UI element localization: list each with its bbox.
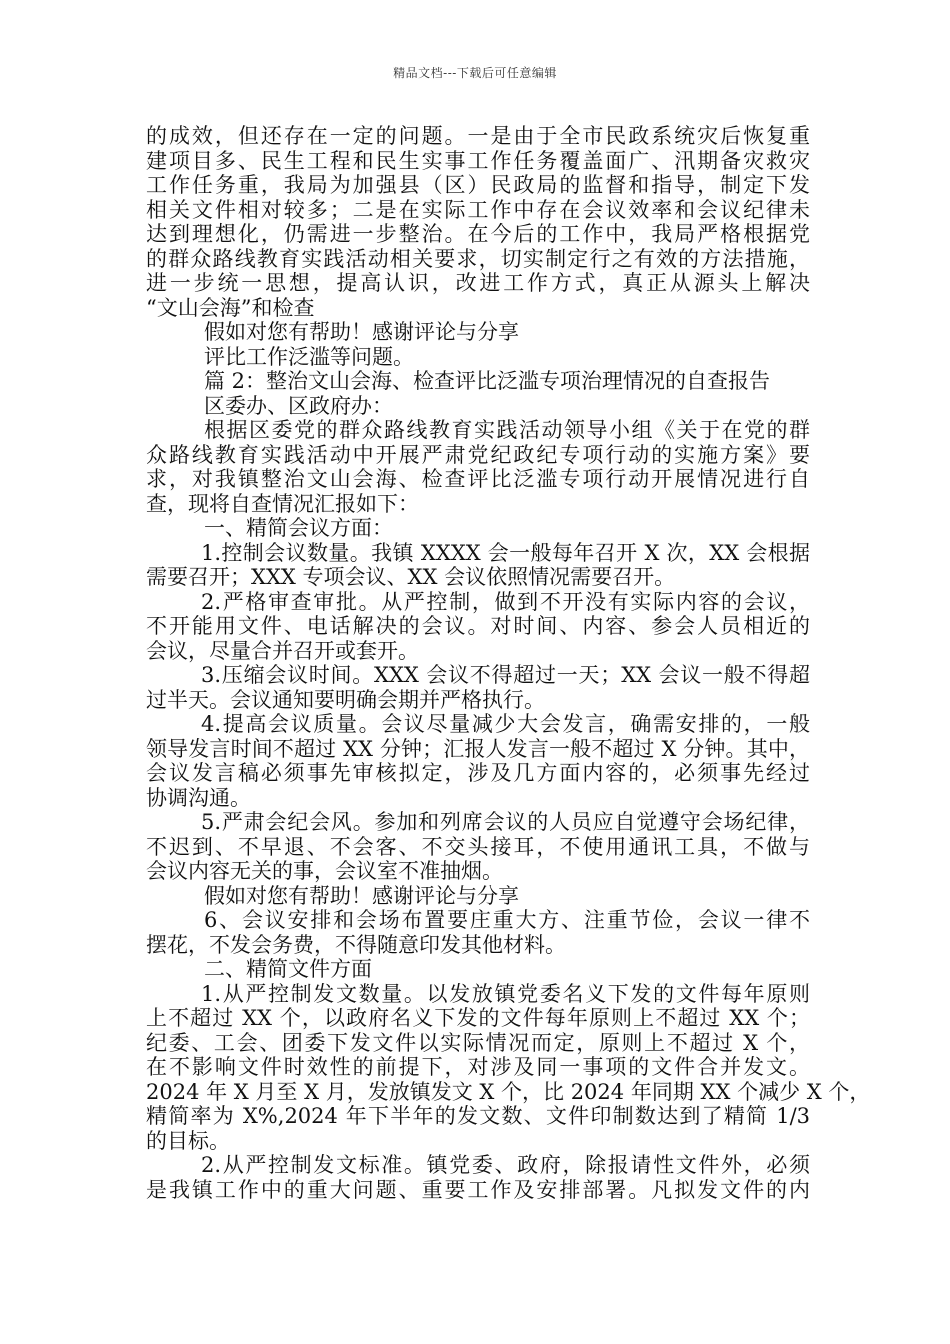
text-line: 3.压缩会议时间。XXX 会议不得超过一天；XX 会议一般不得超 xyxy=(201,663,810,687)
text-line: 查，现将自查情况汇报如下： xyxy=(146,491,419,516)
text-line: 相关文件相对较多；二是在实际工作中存在会议效率和会议纪律未 xyxy=(146,197,810,222)
text-line: 根据区委党的群众路线教育实践活动领导小组《关于在党的群 xyxy=(204,418,810,442)
text-line: 是我镇工作中的重大问题、重要工作及安排部署。凡拟发文件的内 xyxy=(146,1177,810,1202)
text-line: 进一步统一思想，提高认识，改进工作方式，真正从源头上解决 xyxy=(146,271,810,295)
text-line: 需要召开；XXX 专项会议、XX 会议依照情况需要召开。 xyxy=(146,565,676,589)
text-line: 不迟到、不早退、不会客、不交头接耳，不使用通讯工具，不做与 xyxy=(146,834,810,859)
text-line: 工作任务重，我局为加强县（区）民政局的监督和指导，制定下发 xyxy=(146,173,810,197)
text-line: 摆花，不发会务费，不得随意印发其他材料。 xyxy=(146,932,566,957)
text-line: 5.严肃会纪会风。参加和列席会议的人员应自觉遵守会场纪律， xyxy=(201,810,810,834)
text-line: 的成效，但还存在一定的问题。一是由于全市民政系统灾后恢复重 xyxy=(146,124,810,148)
text-line: 不开能用文件、电话解决的会议。对时间、内容、参会人员相近的 xyxy=(146,614,810,638)
text-line: 的群众路线教育实践活动相关要求，切实制定行之有效的方法措施， xyxy=(146,246,810,271)
text-line: 过半天。会议通知要明确会期并严格执行。 xyxy=(146,687,545,712)
page-header: 精品文档---下载后可任意编辑 xyxy=(393,66,557,80)
text-line: 评比工作泛滥等问题。 xyxy=(204,344,414,369)
text-line: 假如对您有帮助！感谢评论与分享 xyxy=(204,883,519,908)
text-line: 二、精简文件方面 xyxy=(204,957,372,981)
text-line: 的目标。 xyxy=(146,1128,230,1153)
text-line: 篇 2：整治文山会海、检查评比泛滥专项治理情况的自查报告 xyxy=(204,369,771,393)
text-line: 协调沟通。 xyxy=(146,785,251,810)
text-line: 在不影响文件时效性的前提下，对涉及同一事项的文件合并发文。 xyxy=(146,1055,810,1079)
text-line: 6、会议安排和会场布置要庄重大方、注重节俭，会议一律不 xyxy=(204,908,810,932)
text-line: 精简率为 X%,2024 年下半年的发文数、文件印制数达到了精简 1/3 xyxy=(146,1104,810,1128)
text-line: 2024 年 X 月至 X 月，发放镇发文 X 个，比 2024 年同期 XX 个减少 X 个， xyxy=(146,1079,871,1104)
text-line: 求，对我镇整治文山会海、检查评比泛滥专项行动开展情况进行自 xyxy=(146,467,810,491)
text-line: 众路线教育实践活动中开展严肃党纪政纪专项行动的实施方案》要 xyxy=(146,442,810,467)
text-line: 2.严格审查审批。从严控制，做到不开没有实际内容的会议， xyxy=(201,589,810,614)
text-line: 纪委、工会、团委下发文件以实际情况而定，原则上不超过 X 个， xyxy=(146,1030,810,1055)
text-line: 上不超过 XX 个，以政府名义下发的文件每年原则上不超过 XX 个； xyxy=(146,1006,810,1030)
text-line: 一、精简会议方面： xyxy=(204,516,393,540)
text-line: 领导发言时间不超过 XX 分钟；汇报人发言一般不超过 X 分钟。其中， xyxy=(146,736,810,761)
text-line: “文山会海”和检查 xyxy=(146,295,315,320)
text-line: 假如对您有帮助！感谢评论与分享 xyxy=(204,320,519,344)
text-line: 建项目多、民生工程和民生实事工作任务覆盖面广、汛期备灾救灾 xyxy=(146,148,810,173)
text-line: 4.提高会议质量。会议尽量减少大会发言，确需安排的，一般 xyxy=(201,712,810,736)
text-line: 1.从严控制发文数量。以发放镇党委名义下发的文件每年原则 xyxy=(201,981,810,1006)
text-line: 区委办、区政府办： xyxy=(204,393,393,418)
text-line: 1.控制会议数量。我镇 XXXX 会一般每年召开 X 次，XX 会根据 xyxy=(201,540,810,565)
text-line: 会议发言稿必须事先审核拟定，涉及几方面内容的，必须事先经过 xyxy=(146,761,810,785)
text-line: 达到理想化，仍需进一步整治。在今后的工作中，我局严格根据党 xyxy=(146,222,810,246)
text-line: 2.从严控制发文标准。镇党委、政府，除报请性文件外，必须 xyxy=(201,1153,810,1177)
document-body xyxy=(146,124,871,1202)
text-line: 会议，尽量合并召开或套开。 xyxy=(146,638,419,663)
text-line: 会议内容无关的事，会议室不准抽烟。 xyxy=(146,859,503,883)
